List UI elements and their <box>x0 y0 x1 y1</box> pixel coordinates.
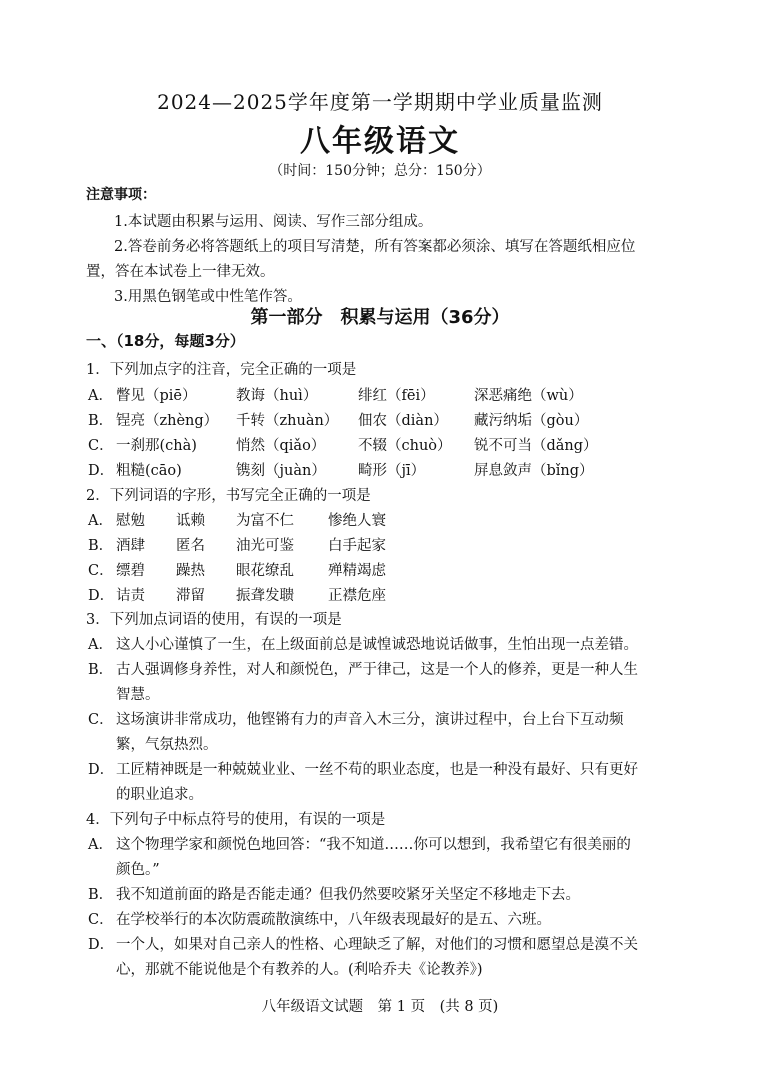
q4-A-line2: 颜色。” <box>116 862 160 878</box>
q1-B-w4: 藏污纳垢（gòu） <box>474 413 589 429</box>
exam-title: 2024—2025学年度第一学期期中学业质量监测 <box>157 90 603 114</box>
q1-A-w1: 瞥见（piē） <box>116 388 197 404</box>
page-footer: 八年级语文试题 第 1 页 (共 8 页) <box>261 999 499 1015</box>
q2-D-w4: 正襟危座 <box>328 588 386 604</box>
q3-B-label: B． <box>88 662 114 678</box>
q4-B-text: 我不知道前面的路是否能走通？但我仍然要咬紧牙关坚定不移地走下去。 <box>116 887 580 903</box>
q1-D-w2: 镌刻（juàn） <box>236 463 326 479</box>
notice-item-2-line1: 2.答卷前务必将答题纸上的项目写清楚，所有答案都必须涂、填写在答题纸相应位 <box>114 239 636 255</box>
q1-C-label: C． <box>88 438 114 454</box>
notice-item-1: 1.本试题由积累与运用、阅读、写作三部分组成。 <box>114 214 433 230</box>
q1-D-w1: 粗糙(cāo) <box>116 463 182 479</box>
q2-D-w2: 滞留 <box>176 588 205 604</box>
q1-A-label: A． <box>88 388 113 404</box>
q3-stem: 3．下列加点词语的使用，有误的一项是 <box>86 612 342 628</box>
q3-C-label: C． <box>88 712 114 728</box>
q2-B-w4: 白手起家 <box>328 538 386 554</box>
q3-A-label: A． <box>88 637 113 653</box>
q2-A-w4: 惨绝人寰 <box>328 513 386 529</box>
q1-A-w2: 教诲（huì） <box>236 388 318 404</box>
q2-D-label: D． <box>88 588 115 604</box>
q2-A-w1: 慰勉 <box>116 513 145 529</box>
q3-C-line2: 繁，气氛热烈。 <box>116 737 218 753</box>
q2-A-w2: 诋赖 <box>176 513 205 529</box>
q3-B-line1: 古人强调修身养性，对人和颜悦色，严于律己，这是一个人的修养，更是一种人生 <box>116 662 638 678</box>
q2-C-w1: 缥碧 <box>116 563 145 579</box>
q1-C-w1: 一刹那(chà) <box>116 438 197 454</box>
q4-stem: 4．下列句子中标点符号的使用，有误的一项是 <box>86 812 386 828</box>
q2-C-w4: 殚精竭虑 <box>328 563 386 579</box>
q2-B-w2: 匿名 <box>176 538 205 554</box>
q1-B-w2: 千转（zhuàn） <box>236 413 339 429</box>
q4-A-line1: 这个物理学家和颜悦色地回答：“我不知道……你可以想到，我希望它有很美丽的 <box>116 837 631 853</box>
q3-C-line1: 这场演讲非常成功，他铿锵有力的声音入木三分，演讲过程中，台上台下互动频 <box>116 712 624 728</box>
q2-C-label: C． <box>88 563 114 579</box>
part1-title: 第一部分 积累与运用（36分） <box>250 307 510 328</box>
q2-B-w3: 油光可鉴 <box>236 538 294 554</box>
q2-A-label: A． <box>88 513 113 529</box>
q1-D-w3: 畸形（jī） <box>358 463 426 479</box>
q1-D-label: D． <box>88 463 115 479</box>
q1-B-label: B． <box>88 413 114 429</box>
q4-D-line2: 心，那就不能说他是个有教养的人。(利哈乔夫《论教养》) <box>116 962 483 978</box>
q4-B-label: B． <box>88 887 114 903</box>
q1-A-w3: 绯红（fēi） <box>358 388 435 404</box>
q3-D-line2: 的职业追求。 <box>116 787 203 803</box>
q4-D-label: D． <box>88 937 115 953</box>
q1-C-w4: 锐不可当（dǎng） <box>474 438 598 454</box>
q2-C-w3: 眼花缭乱 <box>236 563 294 579</box>
q4-A-label: A． <box>88 837 113 853</box>
q4-C-text: 在学校举行的本次防震疏散演练中，八年级表现最好的是五、六班。 <box>116 912 551 928</box>
q3-B-line2: 智慧。 <box>116 687 160 703</box>
q2-A-w3: 为富不仁 <box>236 513 294 529</box>
q3-A-text: 这人小心谨慎了一生，在上级面前总是诚惶诚恐地说话做事，生怕出现一点差错。 <box>116 637 638 653</box>
notice-heading: 注意事项： <box>86 187 156 203</box>
q2-stem: 2．下列词语的字形，书写完全正确的一项是 <box>86 488 371 504</box>
q1-B-w1: 锃亮（zhèng） <box>116 413 219 429</box>
q3-D-line1: 工匠精神既是一种兢兢业业、一丝不苟的职业态度，也是一种没有最好、只有更好 <box>116 762 638 778</box>
q4-C-label: C． <box>88 912 114 928</box>
q2-B-w1: 酒肆 <box>116 538 145 554</box>
q2-D-w1: 诘责 <box>116 588 145 604</box>
section-heading: 一、（18分，每题3分） <box>86 332 245 350</box>
notice-item-3: 3.用黑色钢笔或中性笔作答。 <box>114 289 302 305</box>
q1-A-w4: 深恶痛绝（wù） <box>474 388 583 404</box>
q1-C-w3: 不辍（chuò） <box>358 438 452 454</box>
q1-C-w2: 悄然（qiǎo） <box>236 438 326 454</box>
q2-D-w3: 振聋发聩 <box>236 588 294 604</box>
q1-stem: 1．下列加点字的注音，完全正确的一项是 <box>86 362 357 378</box>
time-info: （时间：150分钟；总分：150分） <box>269 163 491 179</box>
q1-B-w3: 佃农（diàn） <box>358 413 448 429</box>
q1-D-w4: 屏息敛声（bǐng） <box>474 463 594 479</box>
notice-item-2-line2: 置，答在本试卷上一律无效。 <box>86 264 275 280</box>
q2-B-label: B． <box>88 538 114 554</box>
subject-title: 八年级语文 <box>300 124 460 159</box>
q3-D-label: D． <box>88 762 115 778</box>
q4-D-line1: 一个人，如果对自己亲人的性格、心理缺乏了解，对他们的习惯和愿望总是漠不关 <box>116 937 638 953</box>
q2-C-w2: 躁热 <box>176 563 205 579</box>
